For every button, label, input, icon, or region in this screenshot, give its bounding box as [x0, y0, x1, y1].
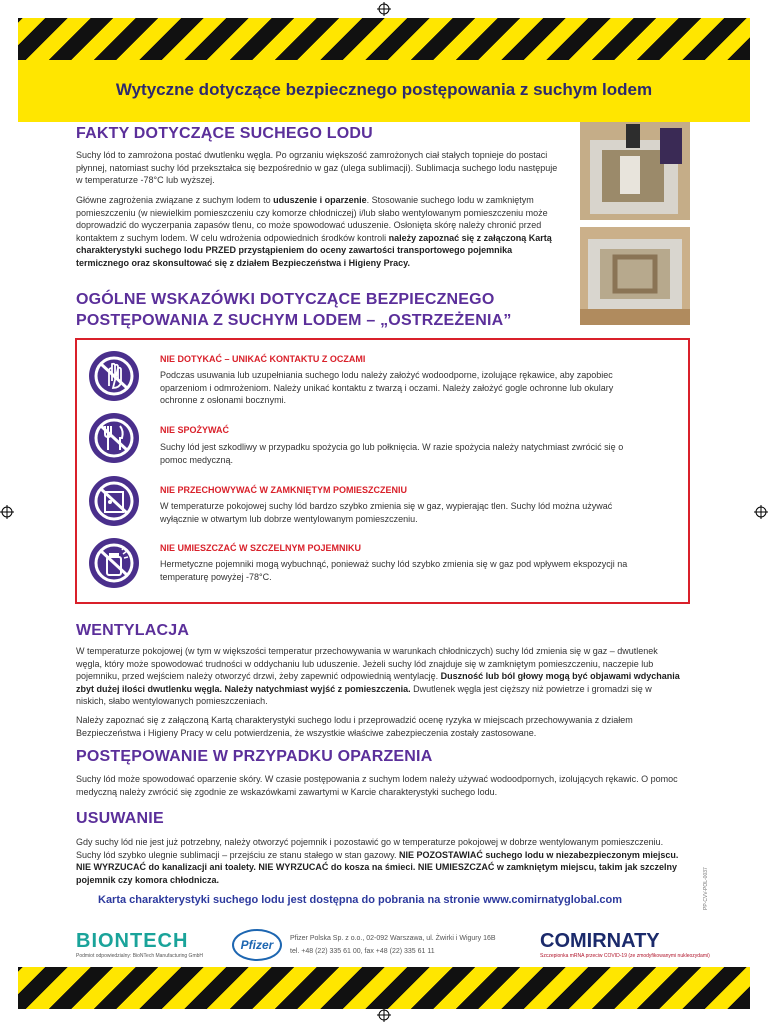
registration-mark-icon	[377, 1008, 391, 1022]
burns-paragraph: Suchy lód może spowodować oparzenie skóry. W czasie postępowania z suchym lodem należy używać wodoodpornych, izolujących rękawic. O pomoc medyczną należy zwrócić się zgodnie ze wskazówkami zawartymi w Karcie charakterystyki suchego lodu.	[76, 774, 678, 797]
pfizer-address	[290, 932, 496, 958]
facts-bold-text: należy zapoznać się z załączoną Kartą charakterystyki suchego lodu PRZED przystąpieniem do oceny zawartości transportowego pojemnika termicznego oraz skonsultować się z działem Bezpieczeństwa i Higieny Pracy.	[76, 232, 552, 268]
document-code: PP-CVV-POL-0037	[703, 867, 709, 910]
ventilation-heading: WENTYLACJA	[76, 622, 190, 639]
hazard-stripe-bottom	[18, 967, 750, 1009]
comirnaty-logo: COMIRNATY	[540, 930, 660, 952]
warning-text: W temperaturze pokojowej suchy lód bardzo szybko zmienia się w gaz, wypierając tlen. Suchy lód można używać wyłącznie w otwartym lub dobrze wentylowanym pomieszczeniu.	[160, 501, 613, 524]
disposal-paragraph	[76, 836, 684, 886]
ventilation-text: Dwutlenek węgla jest cięższy niż powietrze i gromadzi się w niskich, słabo wentylowanych pomieszczeniach.	[76, 683, 652, 707]
page-title: Wytyczne dotyczące bezpiecznego postępowania z suchym lodem	[115, 80, 653, 99]
pfizer-contact-line: tel. +48 (22) 335 61 00, fax +48 (22) 335 61 11	[290, 948, 435, 955]
ventilation-paragraph-1	[76, 645, 684, 708]
no-eating-cutlery-icon	[89, 413, 139, 463]
warning-text: Suchy lód jest szkodliwy w przypadku spożycia go lub połknięcia. W razie spożycia należy natychmiast zwrócić się o pomoc medyczną.	[160, 442, 624, 465]
ventilation-paragraph-2: Należy zapoznać się z załączoną Kartą charakterystyki suchego lodu i przeprowadzić ocenę ryzyka w miejscach przechowywania z działem Bezpieczeństwa i Higieny Pracy w celu potwierdzenia, że wszystkie właściwe zabezpieczenia zostały zastosowane.	[76, 715, 633, 738]
disposal-text: Gdy suchy lód nie jest już potrzebny, należy otworzyć pojemnik i pozostawić go w temperaturze pokojowej w dobrze wentylowanym pomieszczeniu. Suchy lód szybko ulegnie sublimacji – przejściu ze stanu stałego w stan gazowy.	[76, 837, 664, 860]
facts-paragraph-1: Suchy lód to zamrożona postać dwutlenku węgla. Po ogrzaniu większość zamrożonych ciał stałych topnieje do postaci płynnej, natomiast suchy lód przekształca się bezpośrednio w gaz (ulega sublimacji). Sublimacja suchego lodu następuje w temperaturze -78°C lub wyższej.	[76, 150, 558, 186]
warning-title: NIE DOTYKAĆ – UNIKAĆ KONTAKTU Z OCZAMI	[160, 354, 366, 364]
warning-text: Hermetyczne pojemniki mogą wybuchnąć, ponieważ suchy lód szybko zmienia się w gaz pod wpływem ekspozycji na temperaturę powyżej -78°C.	[160, 559, 628, 582]
no-touch-glove-icon	[89, 351, 139, 401]
facts-heading: FAKTY DOTYCZĄCE SUCHEGO LODU	[76, 125, 373, 142]
disposal-heading: USUWANIE	[76, 810, 164, 827]
hazard-stripe-top	[18, 18, 750, 60]
pfizer-logo: Pfizer	[232, 929, 282, 961]
warning-title: NIE PRZECHOWYWAĆ W ZAMKNIĘTYM POMIESZCZENIU	[160, 485, 407, 495]
registration-mark-icon	[0, 505, 14, 519]
biontech-subtitle: Podmiot odpowiedzialny: BioNTech Manufacturing GmbH	[76, 953, 204, 959]
disposal-bold-text: NIE POZOSTAWIAĆ suchego lodu w niezabezpieczonym miejscu. NIE WYRZUCAĆ do kanalizacji ani toalety. NIE WYRZUCAĆ do kosza na śmieci. NIE UMIESZCZAĆ w zamkniętym miejscu, takim jak szczelny pojemnik czy komora chłodnicza.	[76, 849, 679, 885]
comirnaty-subtitle: Szczepionka mRNA przeciw COVID-19 (ze zmodyfikowanymi nukleozydami)	[540, 953, 710, 959]
facts-text: . Stosowanie suchego lodu w zamkniętym pomieszczeniu (w niewielkim pomieszczeniu czy komorze chłodniczej) i/lub słabo wentylowanym pomieszczeniu może doprowadzić do wyczerpania zapasów tlenu, co może spowodować uduszenie. Osłonięta skórę należy chronić przed kontaktem z suchym lodem. W celu wdrożenia odpowiednich środków kontroli	[76, 195, 548, 243]
download-link[interactable]: Karta charakterystyki suchego lodu jest dostępna do pobrania na stronie www.comirnatyglobal.com	[98, 894, 623, 906]
warning-text: Podczas usuwania lub uzupełniania suchego lodu należy założyć wodoodporne, izolujące rękawice, aby zapobiec oparzeniom i odmrożeniom. Należy unikać kontaktu z twarzą i oczami. Należy założyć gogle ochronne lub okulary ochronne z osłonami bocznymi.	[160, 370, 614, 406]
dry-ice-photo-bottom	[580, 227, 690, 325]
general-heading-line-1: OGÓLNE WSKAZÓWKI DOTYCZĄCE BEZPIECZNEGO	[76, 291, 495, 308]
biontech-logo: BIONTECH	[76, 930, 189, 952]
facts-paragraph-2	[76, 194, 566, 270]
dry-ice-photo-top	[580, 122, 690, 220]
no-sealed-container-icon	[89, 538, 139, 588]
general-heading-line-2: POSTĘPOWANIA Z SUCHYM LODEM – „OSTRZEŻENIA”	[76, 312, 512, 329]
title-band	[18, 60, 750, 122]
ventilation-text: W temperaturze pokojowej (w tym w większości temperatur przechowywania w warunkach chłodniczych) suchy lód zmienia się w gaz – dwutlenek węgla, który może spowodować trudności w oddychaniu lub uduszenie. Jeżeli suchy lód znajduje się w zamkniętym pomieszczeniu, naczepie lub pojemniku, przed wejściem należy otworzyć drzwi, żeby zapewnić odpowiednią wentylację.	[76, 646, 658, 682]
registration-mark-icon	[754, 505, 768, 519]
warning-title: NIE SPOŻYWAĆ	[160, 425, 230, 435]
ventilation-bold-text: Duszność lub ból głowy mogą być objawami wdychania zbyt dużej ilości dwutlenku węgla. Należy natychmiast wyjść z pomieszczenia.	[76, 671, 680, 694]
pfizer-address-line: Pfizer Polska Sp. z o.o., 02-092 Warszawa, ul. Żwirki i Wigury 16B	[290, 935, 496, 942]
registration-mark-icon	[377, 2, 391, 16]
facts-bold-text: uduszenie i oparzenie	[273, 195, 367, 205]
warning-title: NIE UMIESZCZAĆ W SZCZELNYM POJEMNIKU	[160, 543, 362, 553]
burns-heading: POSTĘPOWANIE W PRZYPADKU OPARZENIA	[76, 748, 433, 765]
facts-text: Główne zagrożenia związane z suchym lodem to	[76, 195, 274, 205]
no-closed-room-icon	[89, 476, 139, 526]
